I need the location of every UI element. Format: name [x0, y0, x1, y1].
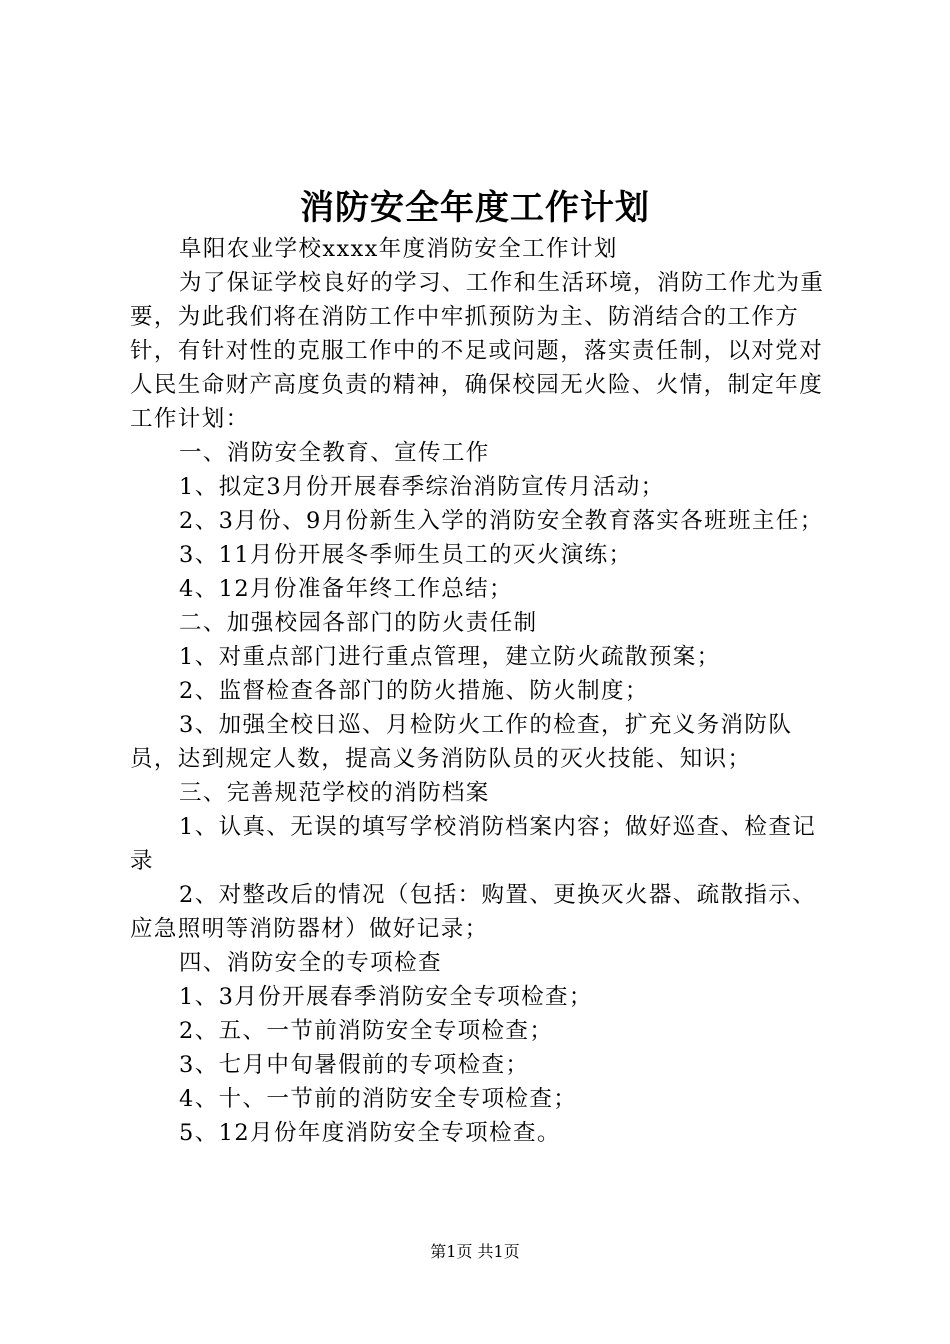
- list-item: 5、12月份年度消防安全专项检查。: [179, 1120, 561, 1146]
- list-item: 3、11月份开展冬季师生员工的灭火演练；: [179, 542, 633, 568]
- list-item: 2、监督检查各部门的防火措施、防火制度；: [179, 678, 649, 704]
- page-number-footer: 第1页 共1页: [430, 1242, 520, 1261]
- list-item: 2、3月份、9月份新生入学的消防安全教育落实各班班主任；: [179, 508, 824, 534]
- list-item: 1、认真、无误的填写学校消防档案内容；做好巡查、检查记录: [130, 814, 817, 874]
- list-item: 2、对整改后的情况（包括：购置、更换灭火器、疏散指示、应急照明等消防器材）做好记录；: [130, 882, 817, 942]
- paragraph-intro: 为了保证学校良好的学习、工作和生活环境，消防工作尤为重要，为此我们将在消防工作中牢抓预防为主、防消结合的工作方针，有针对性的克服工作中的不足或问题，落实责任制，以对党对人民生命财产高度负责的精神，确保校园无火险、火情，制定年度工作计划：: [130, 270, 825, 432]
- list-item: 4、十、一节前的消防安全专项检查；: [179, 1086, 578, 1112]
- list-item: 3、七月中旬暑假前的专项检查；: [179, 1052, 530, 1078]
- paragraph-school-heading: 阜阳农业学校xxxx年度消防安全工作计划: [179, 236, 618, 262]
- document-title: 消防安全年度工作计划: [300, 188, 650, 228]
- document-body: [130, 232, 838, 1150]
- list-item: 1、拟定3月份开展春季综治消防宣传月活动；: [179, 474, 665, 500]
- section-heading-1: 一、消防安全教育、宣传工作: [179, 440, 490, 466]
- list-item: 1、3月份开展春季消防安全专项检查；: [179, 984, 593, 1010]
- list-item: 2、五、一节前消防安全专项检查；: [179, 1018, 554, 1044]
- list-item: 4、12月份准备年终工作总结；: [179, 576, 513, 602]
- list-item: 3、加强全校日巡、月检防火工作的检查，扩充义务消防队员，达到规定人数，提高义务消防队员的灭火技能、知识；: [130, 712, 793, 772]
- list-item: 1、对重点部门进行重点管理，建立防火疏散预案；: [179, 644, 721, 670]
- section-heading-2: 二、加强校园各部门的防火责任制: [179, 610, 538, 636]
- section-heading-3: 三、完善规范学校的消防档案: [179, 780, 490, 806]
- section-heading-4: 四、消防安全的专项检查: [179, 950, 442, 976]
